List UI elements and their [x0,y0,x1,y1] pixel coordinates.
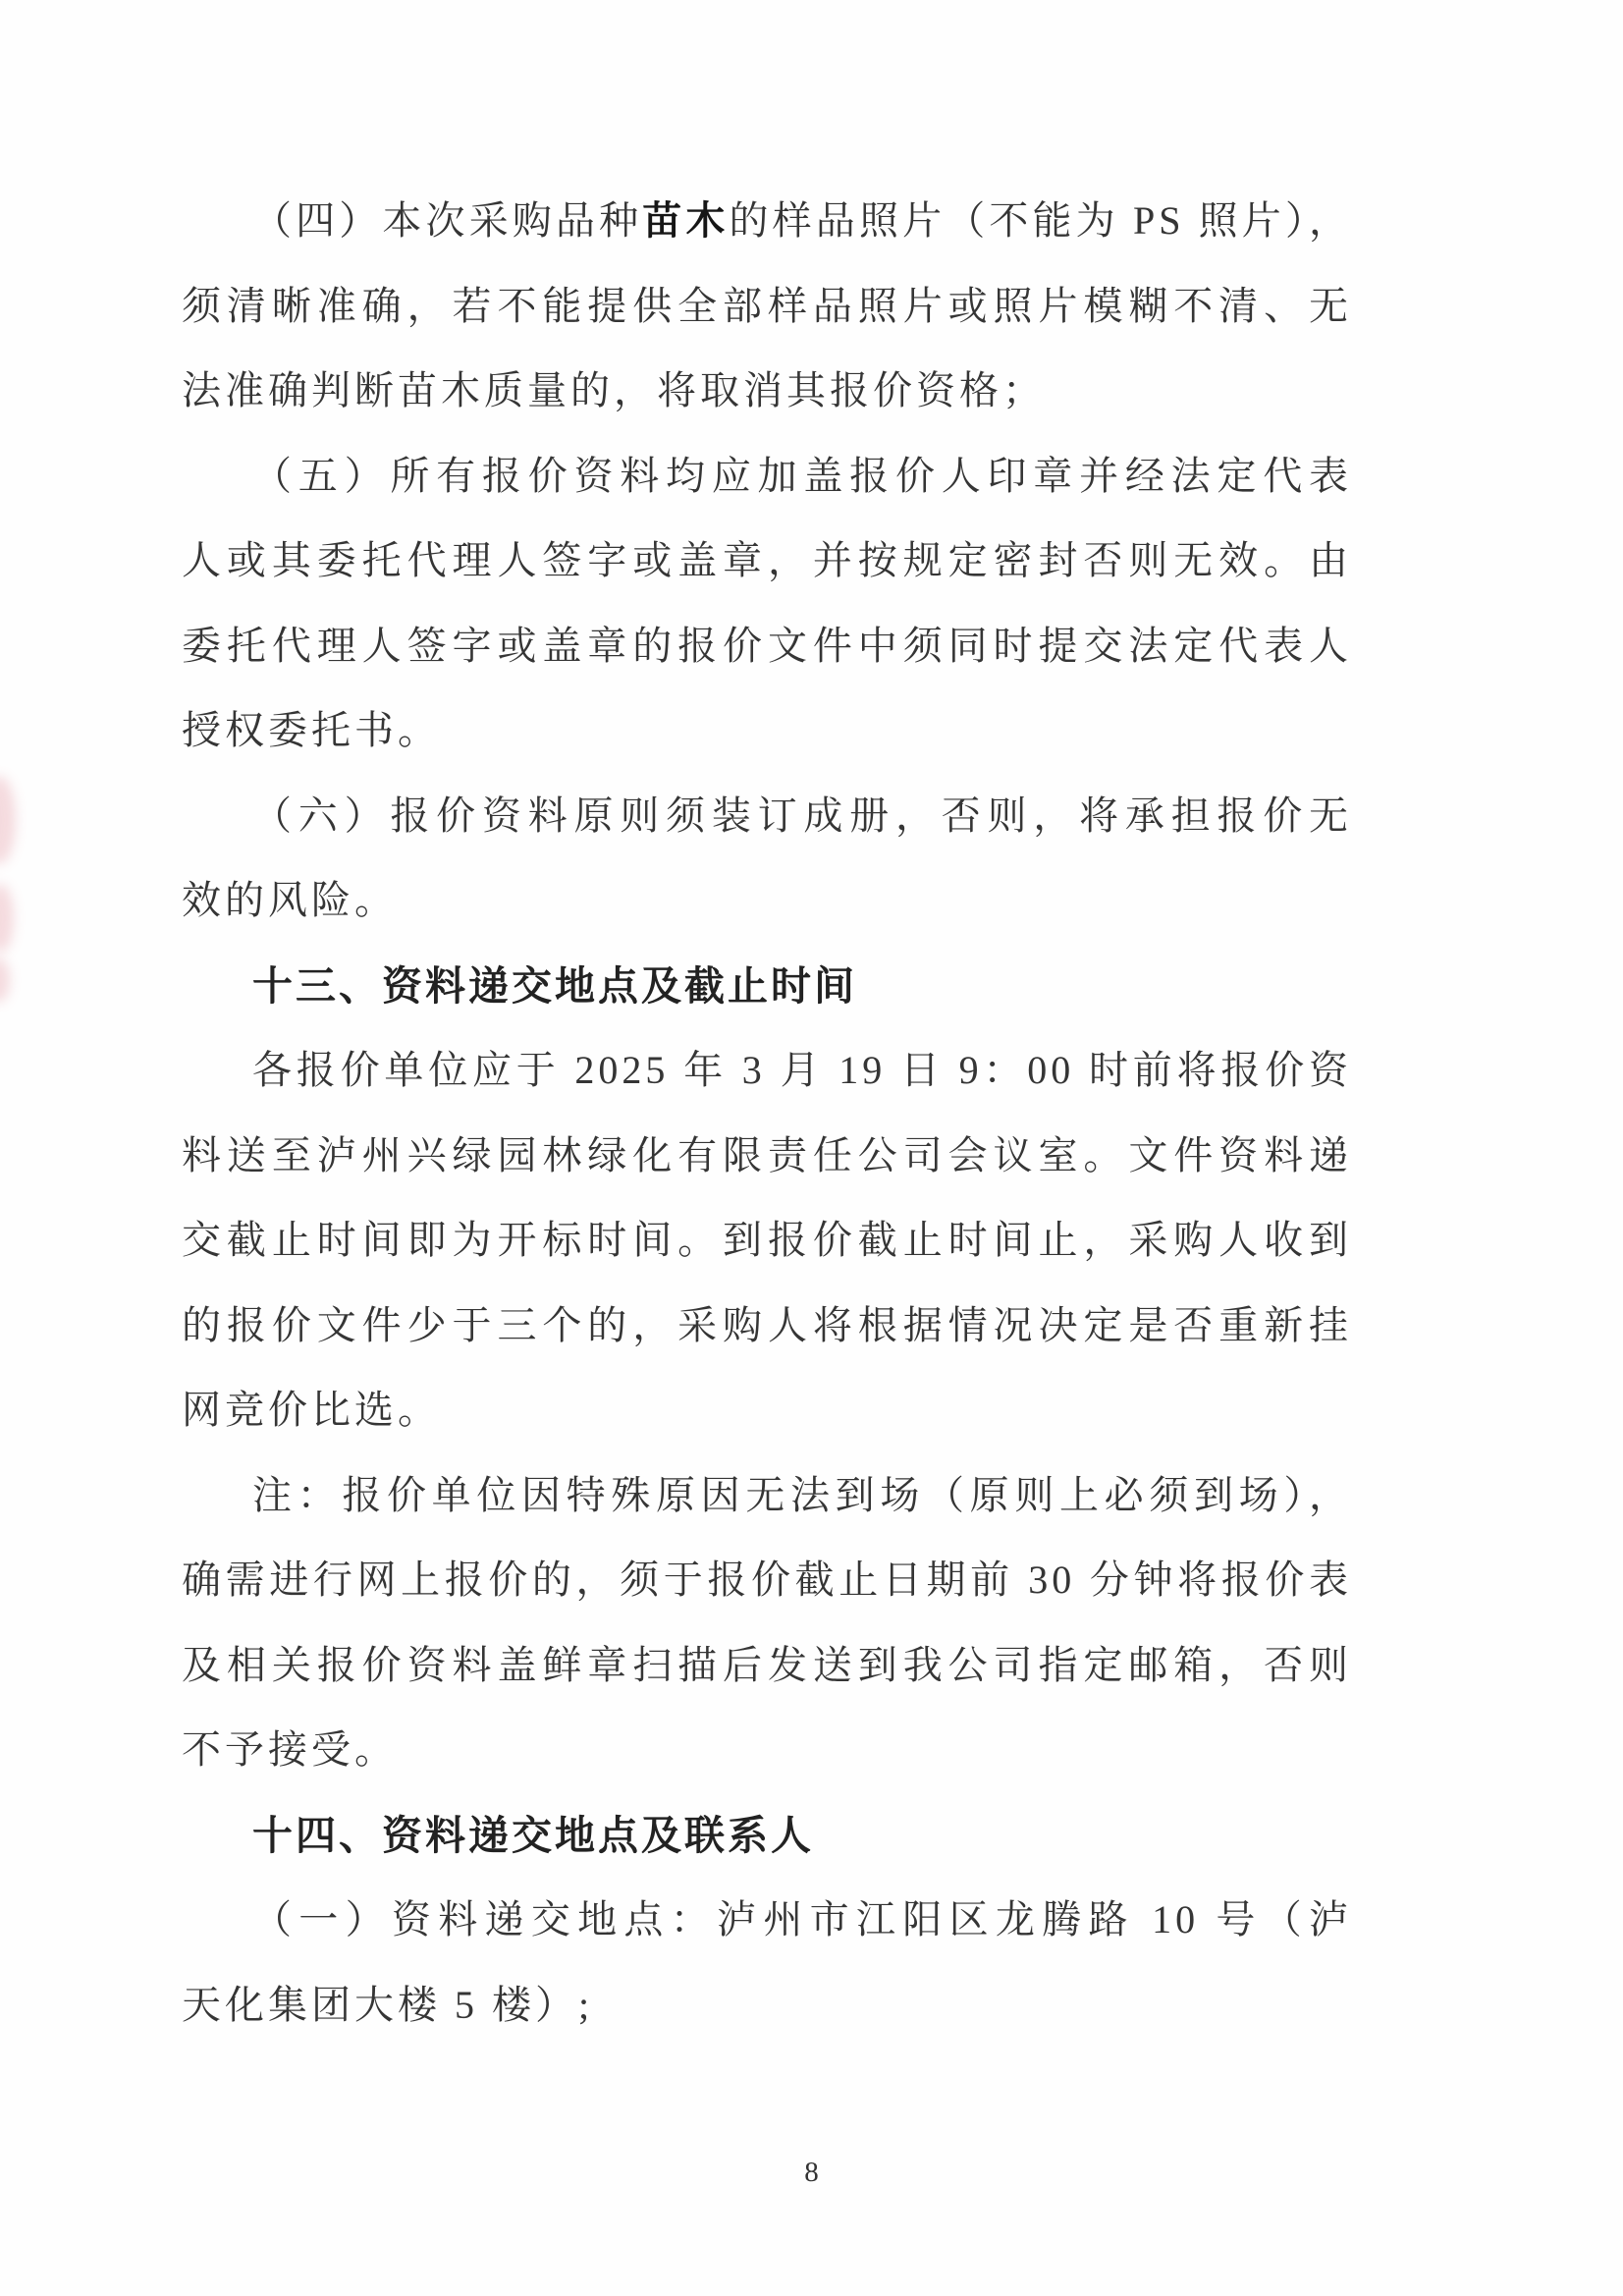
text-line [182,349,1352,434]
text-segment: （五）所有报价资料均应加盖报价人印章并经法定代表 [252,453,1352,498]
text-segment: 天化集团大楼 5 楼）; [182,1982,594,2027]
text-segment: 的样品照片（不能为 PS 照片）， [729,198,1352,243]
text-segment: 的报价文件少于三个的，采购人将根据情况决定是否重新挂 [182,1302,1352,1347]
text-line [182,1368,1352,1453]
page-number: 8 [804,2157,819,2188]
text-line [182,179,1352,264]
text-line [182,264,1352,350]
text-line [182,858,1352,944]
text-segment: 不予接受。 [182,1727,398,1772]
text-line [182,1963,1352,2049]
text-line [182,688,1352,774]
text-segment: 确需进行网上报价的，须于报价截止日期前 30 分钟将报价表 [182,1558,1352,1602]
text-line [182,1453,1352,1539]
text-line [182,1623,1352,1709]
text-segment: 授权委托书。 [182,708,441,752]
text-segment: 法准确判断苗木质量的，将取消其报价资格； [182,368,1046,412]
text-segment: 各报价单位应于 2025 年 3 月 19 日 9：00 时前将报价资 [252,1048,1352,1092]
text-line [182,434,1352,519]
text-segment: （一）资料递交地点：泸州市江阳区龙腾路 10 号（泸 [252,1897,1352,1941]
text-line [182,1538,1352,1623]
text-segment: 委托代理人签字或盖章的报价文件中须同时提交法定代表人 [182,623,1352,668]
text-line [182,1198,1352,1284]
text-segment: 及相关报价资料盖鲜章扫描后发送到我公司指定邮箱，否则 [182,1642,1352,1687]
text-segment: 料送至泸州兴绿园林绿化有限责任公司会议室。文件资料递 [182,1132,1352,1177]
stamp-smudge [0,884,14,953]
text-segment: 效的风险。 [182,878,398,922]
text-body [182,179,1352,2048]
text-segment: 十三、资料递交地点及截止时间 [252,962,857,1009]
text-line [182,774,1352,859]
text-line [182,604,1352,689]
section-heading [182,944,1352,1029]
text-segment: 注：报价单位因特殊原因无法到场（原则上必须到场）， [252,1472,1352,1517]
text-line [182,1028,1352,1114]
text-segment: （四）本次采购品种 [252,198,643,243]
text-segment: 十四、资料递交地点及联系人 [252,1812,814,1858]
text-segment: 交截止时间即为开标时间。到报价截止时间止，采购人收到 [182,1218,1352,1262]
section-heading [182,1793,1352,1879]
text-segment: （六）报价资料原则须装订成册，否则，将承担报价无 [252,793,1352,838]
text-segment: 网竞价比选。 [182,1388,441,1432]
text-segment: 须清晰准确，若不能提供全部样品照片或照片模糊不清、无 [182,283,1352,328]
text-line [182,1284,1352,1369]
text-line [182,519,1352,604]
text-line [182,1114,1352,1199]
text-line [182,1878,1352,1963]
text-line [182,1708,1352,1793]
stamp-smudge [0,957,10,1003]
emphasized-text: 苗木 [642,198,730,243]
stamp-smudge [0,776,16,864]
text-segment: 人或其委托代理人签字或盖章，并按规定密封否则无效。由 [182,538,1352,582]
